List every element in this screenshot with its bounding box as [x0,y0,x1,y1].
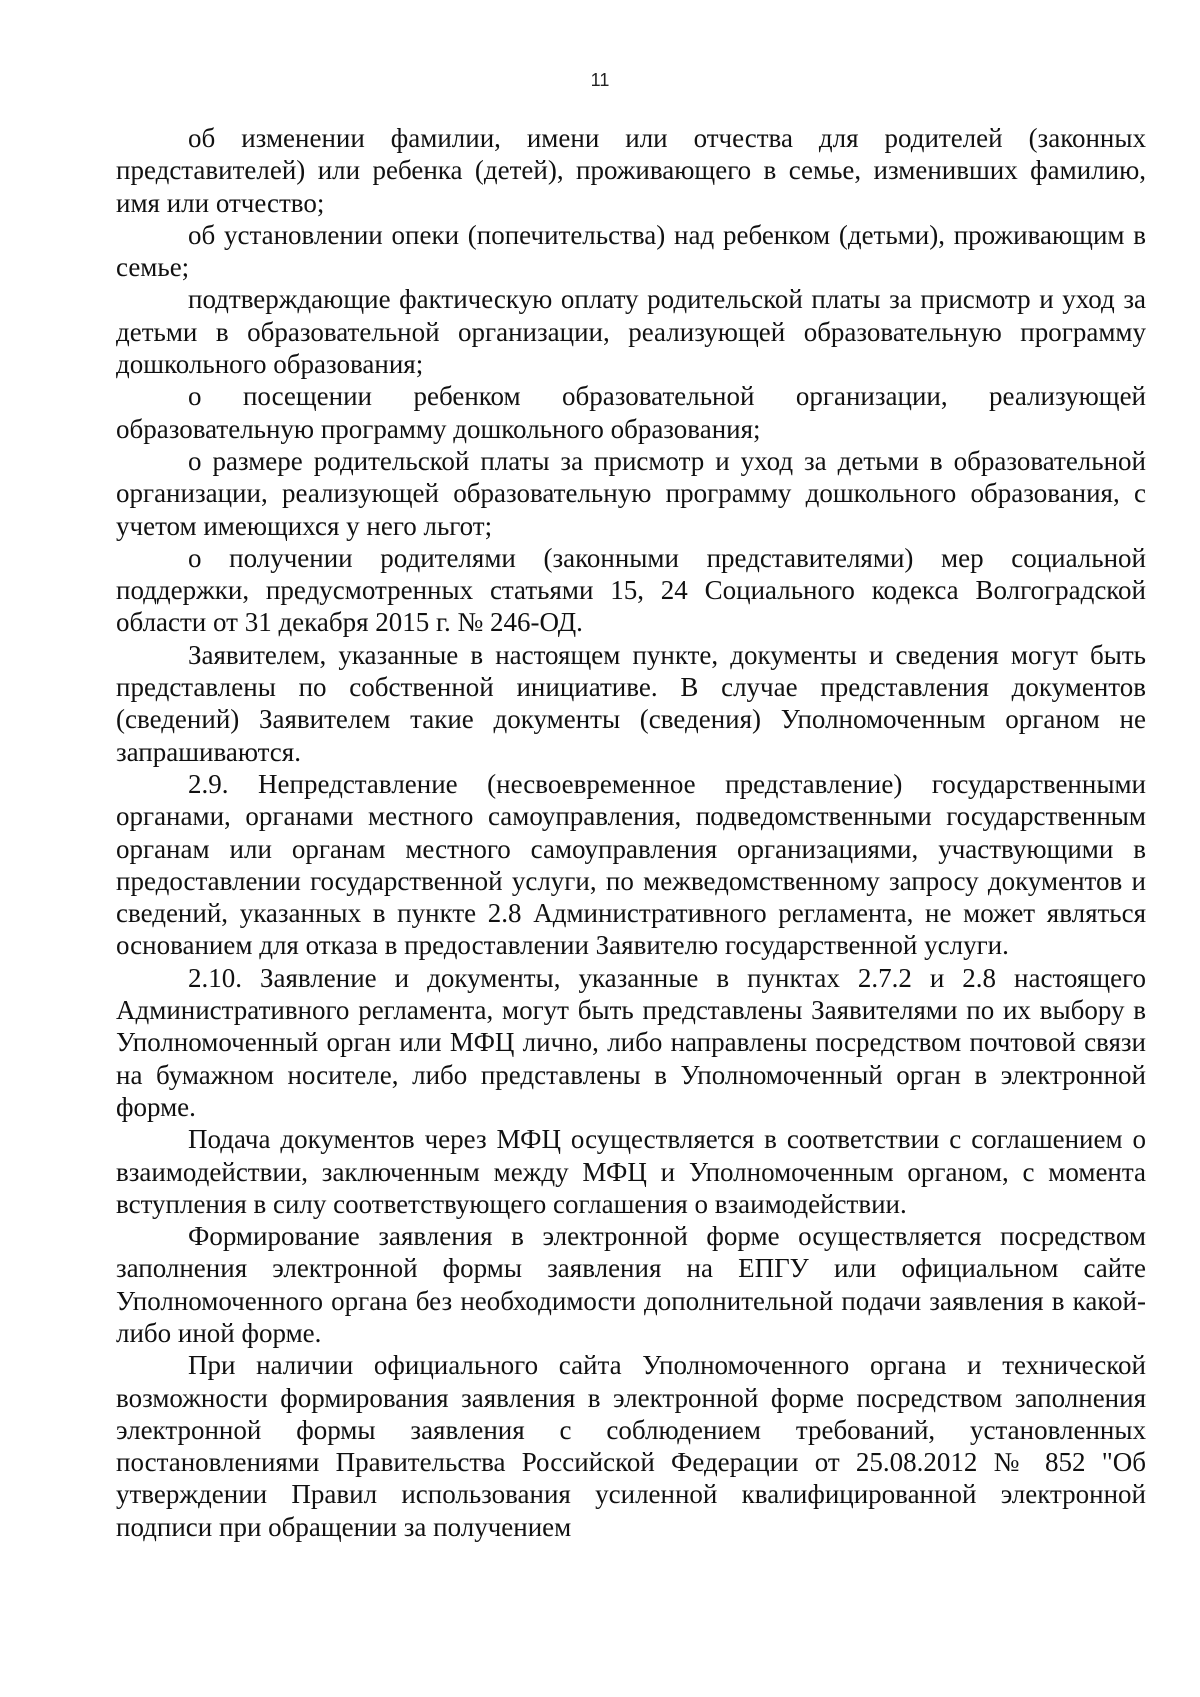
paragraph-guardianship: об установлении опеки (попечительства) над ребенком (детьми), проживающим в семье; [116,219,1146,283]
paragraph-official-site: При наличии официального сайта Уполномоченного органа и технической возможности формирования заявления в электронной форме посредством заполнения электронной формы заявления с соблюдением требований, установленных постановлениями Правительства Российской Федерации от 25.08.2012 № 852 "Об утверждении Правил использования усиленной квалифицированной электронной подписи при обращении за получением [116,1350,1146,1542]
paragraph-electronic-form: Формирование заявления в электронной форме осуществляется посредством заполнения электронной формы заявления на ЕПГУ или официальном сайте Уполномоченного органа без необходимости дополнительной подачи заявления в какой-либо иной форме. [116,1221,1146,1348]
paragraph-social-support: о получении родителями (законными представителями) мер социальной поддержки, предусмотренных статьями 15, 24 Социального кодекса Волгоградской области от 31 декабря 2015 г. № 246-ОД. [116,542,1146,638]
paragraph-section-2-9: 2.9. Непредставление (несвоевременное представление) государственными органами, органами местного самоуправления, подведомственными государственным органам или органам местного самоуправления организациями, участвующими в предоставлении государственной услуги, по межведомственному запросу документов и сведений, указанных в пункте 2.8 Административного регламента, не может являться основанием для отказа в предоставлении Заявителю государственной услуги. [116,768,1146,961]
paragraph-mfc-submission: Подача документов через МФЦ осуществляется в соответствии с соглашением о взаимодействии, заключенным между МФЦ и Уполномоченным органом, с момента вступления в силу соответствующего соглашения о взаимодействии. [116,1124,1146,1219]
paragraph-section-2-10: 2.10. Заявление и документы, указанные в пунктах 2.7.2 и 2.8 настоящего Административного регламента, могут быть представлены Заявителями по их выбору в Уполномоченный орган или МФЦ лично, либо направлены посредством почтовой связи на бумажном носителе, либо представлены в Уполномоченный орган в электронной форме. [116,962,1146,1122]
paragraph-fee-amount: о размере родительской платы за присмотр и уход за детьми в образовательной организации, реализующей образовательную программу дошкольного образования, с учетом имеющихся у него льгот; [116,445,1146,541]
paragraph-attendance: о посещении ребенком образовательной организации, реализующей образовательную программу дошкольного образования; [116,381,1146,444]
paragraph-own-initiative: Заявителем, указанные в настоящем пункте, документы и сведения могут быть представлены по собственной инициативе. В случае представления документов (сведений) Заявителем такие документы (сведения) Уполномоченным органом не запрашиваются. [116,639,1146,767]
page-number: 11 [590,70,610,90]
paragraph-fee-payment: подтверждающие фактическую оплату родительской платы за присмотр и уход за детьми в образовательной организации, реализующей образовательную программу дошкольного образования; [116,284,1146,380]
paragraph-name-change: об изменении фамилии, имени или отчества для родителей (законных представителей) или ребенка (детей), проживающего в семье, изменивших фамилию, имя или отчество; [116,123,1146,218]
document-body [116,122,1146,1543]
